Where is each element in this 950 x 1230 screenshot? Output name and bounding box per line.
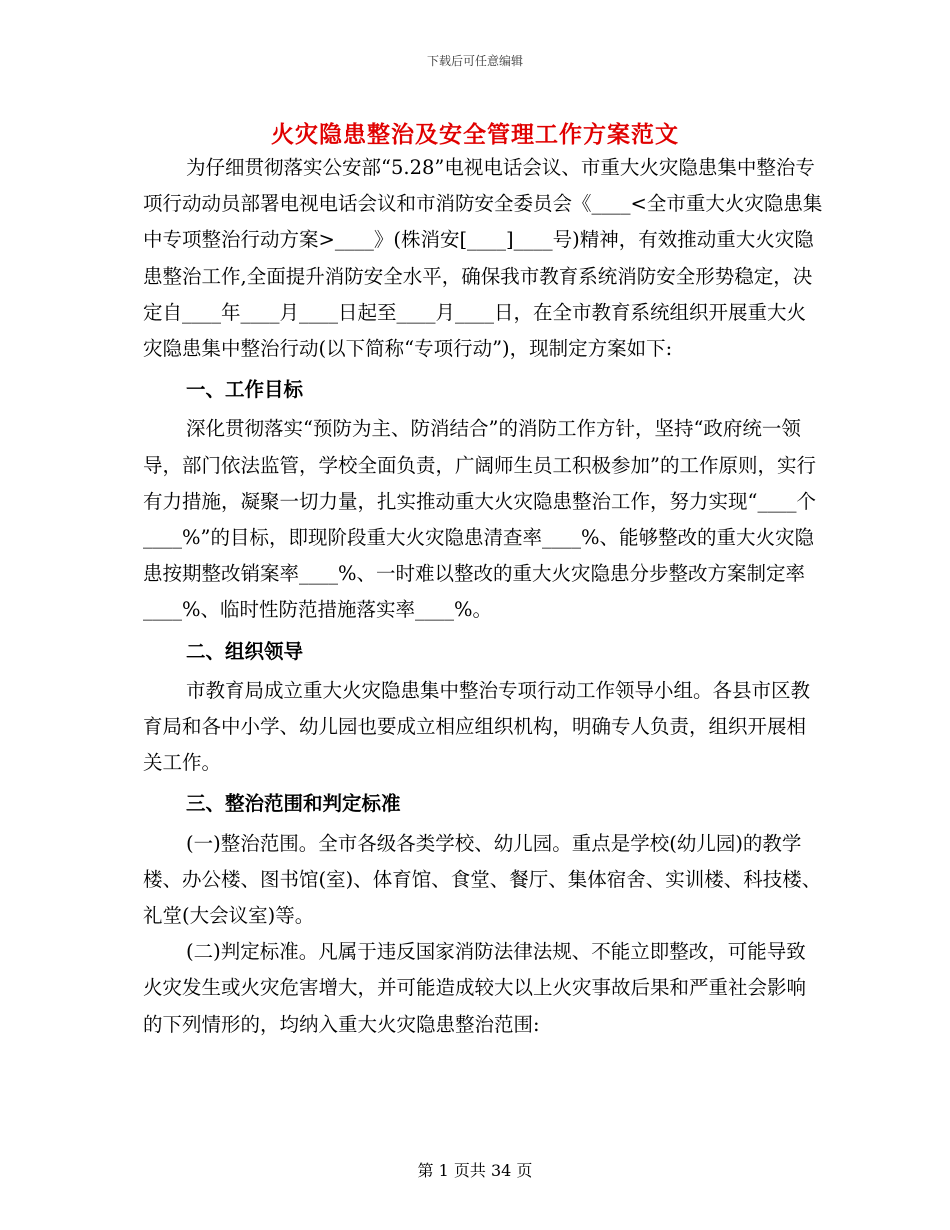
document-title: 火灾隐患整治及安全管理工作方案范文 <box>271 121 679 148</box>
section-heading-goals: 一、工作目标 <box>186 378 304 402</box>
document-body <box>143 150 823 1043</box>
scope-paragraph: (一)整治范围。全市各级各类学校、幼儿园。重点是学校(幼儿园)的教学楼、办公楼、图书馆(室)、体育馆、食堂、餐厅、集体宿舍、实训楼、科技楼、礼堂(大会议室)等。 <box>143 831 822 928</box>
criteria-paragraph: (二)判定标准。凡属于违反国家消防法律法规、不能立即整改，可能导致火灾发生或火灾危害增大，并可能造成较大以上火灾事故后果和严重社会影响的下列情形的，均纳入重大火灾隐患整治范围: <box>143 940 807 1036</box>
section-heading-organization: 二、组织领导 <box>186 639 304 663</box>
intro-paragraph: 为仔细贯彻落实公安部“5.28”电视电话会议、市重大火灾隐患集中整治专项行动动员部署电视电话会议和市消防安全委员会《____<全市重大火灾隐患集中专项整治行动方案>____》(株消安[____]____号)精神，有效推动重大火灾隐患整治工作,全面提升消防安全水平，确保我市教育系统消防安全形势稳定，决定自____年____月____日起至____月____日，在全市教育系统组织开展重大火灾隐患集中整治行动(以下简称“专项行动”)，现制定方案如下: <box>143 156 823 361</box>
page-footer: 第 1 页共 34 页 <box>417 1161 533 1180</box>
organization-paragraph: 市教育局成立重大火灾隐患集中整治专项行动工作领导小组。各县市区教育局和各中小学、幼儿园也要成立相应组织机构，明确专人负责，组织开展相关工作。 <box>143 678 811 775</box>
section-heading-scope: 三、整治范围和判定标准 <box>186 792 401 816</box>
goals-paragraph: 深化贯彻落实“预防为主、防消结合”的消防工作方针，坚持“政府统一领导，部门依法监管，学校全面负责，广阔师生员工积极参加”的工作原则，实行有力措施，凝聚一切力量，扎实推动重大火灾隐患整治工作，努力实现“____个____%”的目标，即现阶段重大火灾隐患清查率____%、能够整改的重大火灾隐患按期整改销案率____%、一时难以整改的重大火灾隐患分步整改方案制定率____%、临时性防范措施落实率____%。 <box>143 417 816 622</box>
header-note: 下载后可任意编辑 <box>426 54 523 68</box>
